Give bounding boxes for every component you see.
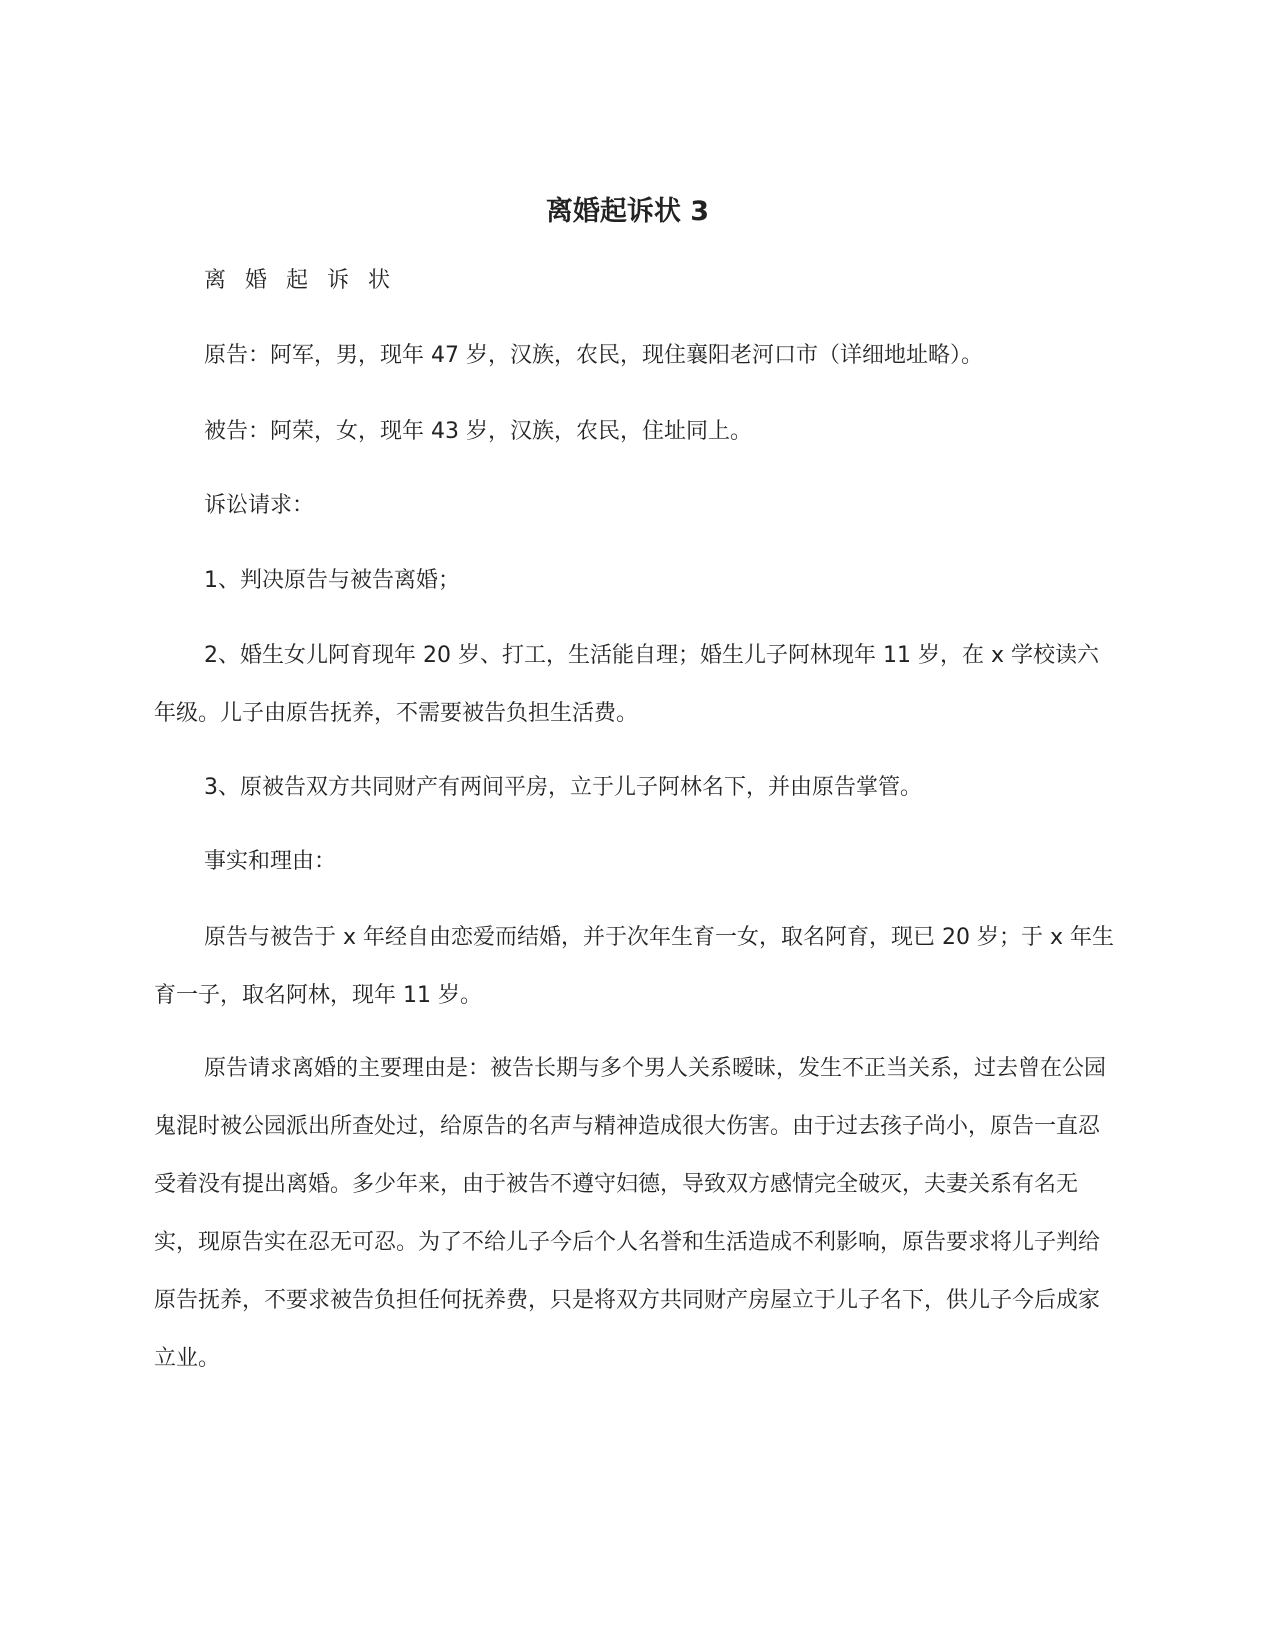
claim-item: 2、婚生女儿阿育现年 20 岁、打工，生活能自理；婚生儿子阿林现年 11 岁，在 x 学校读六年级。儿子由原告抚养，不需要被告负担生活费。: [154, 643, 1099, 726]
facts-paragraph: 原告与被告于 x 年经自由恋爱而结婚，并于次年生育一女，取名阿育，现已 20 岁；于 x 年生育一子，取名阿林，现年 11 岁。: [154, 925, 1114, 1008]
document-title: 离婚起诉状 3: [545, 196, 710, 227]
claim-item: 3、原被告双方共同财产有两间平房，立于儿子阿林名下，并由原告掌管。: [204, 775, 922, 800]
document-subtitle: 离 婚 起 诉 状: [204, 268, 396, 293]
facts-heading: 事实和理由：: [204, 849, 337, 874]
defendant-info: 被告：阿荣，女，现年 43 岁，汉族，农民，住址同上。: [204, 419, 752, 444]
claims-heading: 诉讼请求：: [204, 493, 315, 518]
plaintiff-info: 原告：阿军，男，现年 47 岁，汉族，农民，现住襄阳老河口市（详细地址略）。: [204, 343, 983, 368]
facts-paragraph: 原告请求离婚的主要理由是：被告长期与多个男人关系暧昧，发生不正当关系，过去曾在公园鬼混时被公园派出所查处过，给原告的名声与精神造成很大伤害。由于过去孩子尚小，原告一直忍受着没有提出离婚。多少年来，由于被告不遵守妇德，导致双方感情完全破灭，夫妻关系有名无实，现原告实在忍无可忍。为了不给儿子今后个人名誉和生活造成不利影响，原告要求将儿子判给原告抚养，不要求被告负担任何抚养费，只是将双方共同财产房屋立于儿子名下，供儿子今后成家立业。: [154, 1056, 1107, 1371]
claim-item: 1、判决原告与被告离婚；: [204, 568, 460, 593]
